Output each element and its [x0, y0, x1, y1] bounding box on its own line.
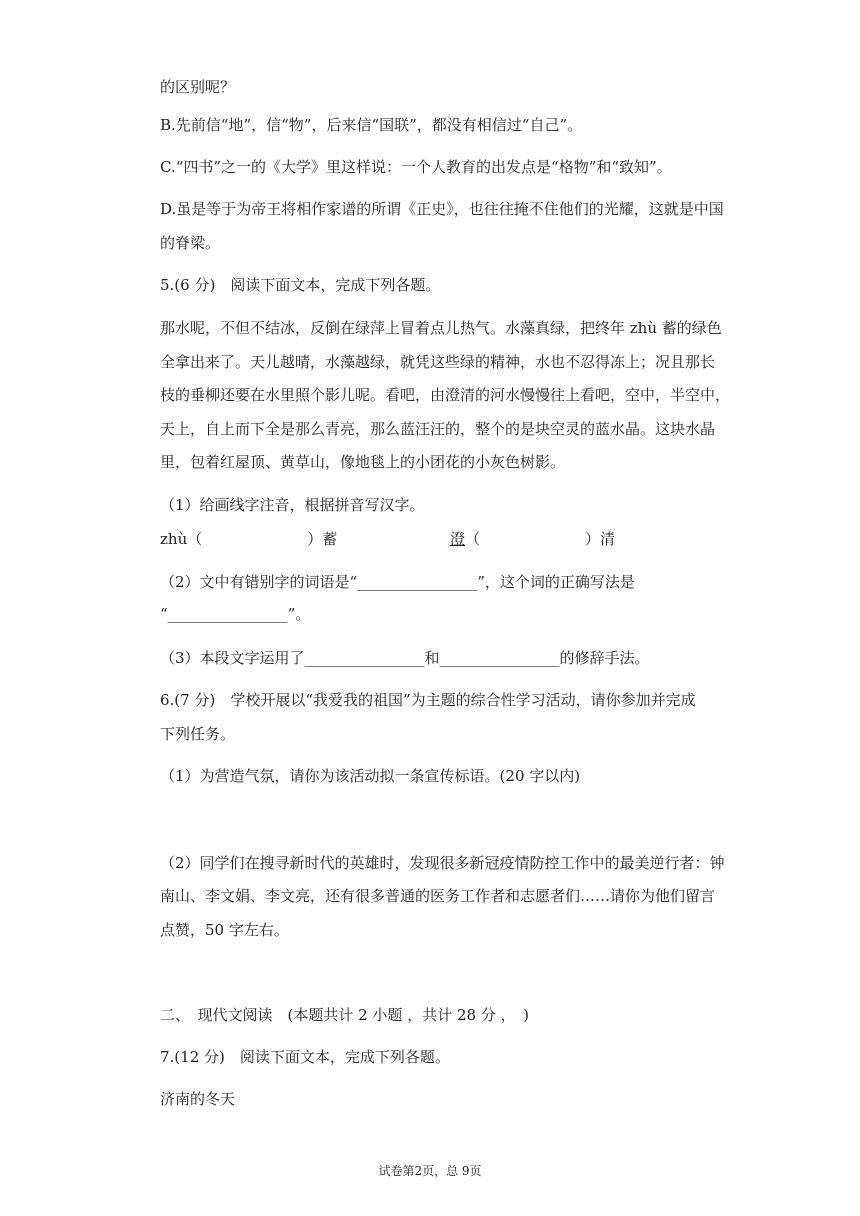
question-5-header: 5.(6 分) 阅读下面文本，完成下列各题。: [160, 276, 441, 294]
question-7-header: 7.(12 分) 阅读下面文本，完成下列各题。: [160, 1048, 450, 1066]
option-c: C.“四书”之一的《大学》里这样说：一个人教育的出发点是“格物”和“致知”。: [160, 158, 672, 176]
pinyin-blank-zhu: zhù（ ）蓄: [160, 530, 338, 548]
question-6-2-continued: 点赞，50 字左右。: [160, 921, 289, 939]
question-6-2-continued: 南山、李文娟、李文亮，还有很多普通的医务工作者和志愿者们……请你为他们留言: [160, 887, 716, 905]
question-5-3: （3）本段文字运用了________________和________________的修辞手法。: [160, 649, 650, 667]
question-6-2: （2）同学们在搜寻新时代的英雄时，发现很多新冠疫情防控工作中的最美逆行者：钟: [160, 854, 725, 872]
passage-line: 天上，自上而下全是那么青亮，那么蓝汪汪的，整个的是块空灵的蓝水晶。这块水晶: [160, 420, 716, 438]
passage-title: 济南的冬天: [160, 1090, 236, 1108]
question-6-header: 6.(7 分) 学校开展以“我爱我的祖国”为主题的综合性学习活动，请你参加并完成: [160, 691, 696, 709]
question-5-1: （1）给画线字注音，根据拼音写汉字。: [160, 496, 425, 514]
option-d: D.虽是等于为帝王将相作家谱的所谓《正史》，也往往掩不住他们的光耀，这就是中国: [160, 200, 724, 218]
question-6-header-continued: 下列任务。: [160, 725, 236, 743]
passage-line: 里，包着红屋顶、黄草山，像地毯上的小团花的小灰色树影。: [160, 453, 566, 471]
section-2-header: 二、 现代文阅读 (本题共计 2 小题 ，共计 28 分 ， ): [160, 1006, 529, 1024]
passage-line: 那水呢，不但不结冰，反倒在绿萍上冒着点儿热气。水藻真绿，把终年 zhù 蓄的绿色: [160, 319, 722, 337]
question-5-2: （2）文中有错别字的词语是“________________”，这个词的正确写法是: [160, 573, 635, 591]
passage-line: 枝的垂柳还要在水里照个影儿呢。看吧，由澄清的河水慢慢往上看吧，空中，半空中，: [160, 386, 731, 404]
option-d-continued: 的脊梁。: [160, 234, 221, 252]
page-footer: 试卷第2页，总 9页: [378, 1164, 482, 1178]
passage-line: 全拿出来了。天儿越晴，水藻越绿，就凭这些绿的精神，水也不忍得冻上；况且那长: [160, 353, 716, 371]
pinyin-blank-cheng: （ ）清: [465, 530, 616, 548]
question-6-1: （1）为营造气氛，请你为该活动拟一条宣传标语。(20 字以内): [160, 767, 581, 785]
underlined-char-cheng: 澄: [450, 530, 466, 548]
option-b: B.先前信“地”，信“物”，后来信“国联”，都没有相信过“自己”。: [160, 116, 583, 134]
question-5-2-continued: “________________”。: [160, 605, 311, 623]
option-b-continued: 的区别呢？: [160, 78, 236, 96]
